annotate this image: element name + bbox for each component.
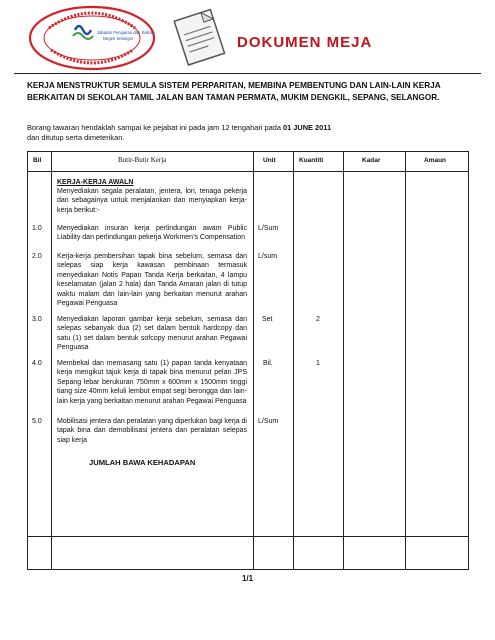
header-bil: Bil (33, 157, 42, 164)
intro-line1-prefix: Borang tawaran hendaklah sampai ke pejabat ini pada jam 12 tengahari pada (27, 123, 283, 132)
row-3-unit: Set (262, 316, 273, 323)
row-2-unit: L/sum (258, 253, 278, 260)
total-row-divider (27, 536, 468, 537)
row-1-bil: 1.0 (32, 225, 42, 232)
row-5-unit: L/Sum (258, 418, 279, 425)
row-5-desc: Mobilisasi jentera dan peralatan yang diperlukan bagi kerja di tapak bina dan demobilisasi jentera dan peralatan selepas siap kerja (57, 418, 247, 444)
header-kuantiti: Kuantiti (299, 157, 324, 164)
col-divider (405, 151, 406, 569)
row-4-unit: Bil. (263, 360, 273, 367)
row-3-bil: 3.0 (32, 316, 42, 323)
section-title: KERJA-KERJA AWALN (57, 179, 134, 186)
header-unit: Unit (263, 157, 276, 164)
svg-text:Negeri Selangor: Negeri Selangor (103, 36, 134, 41)
header-divider (14, 73, 481, 74)
document-icon (170, 6, 230, 66)
header-amaun: Amaun (424, 157, 447, 164)
intro-text (27, 123, 467, 142)
closing-date: 01 JUNE 2011 (282, 123, 332, 132)
row-4-bil: 4.0 (32, 360, 42, 367)
dokumen-meja-label: DOKUMEN MEJA (237, 34, 373, 51)
row-1-desc: Menyediakan insuran kerja perlindungan awam Public Liability dan perlindungan pekerja Workmen’s Compensation (57, 225, 247, 242)
row-3-qty: 2 (316, 316, 320, 323)
col-divider (343, 151, 344, 569)
row-5-bil: 5.0 (32, 418, 42, 425)
section-description: Menyediakan segala peralatan, jentera, lori, tenaga pekerja dan sebagainya untuk menjalankan dan menyiapkan kerja-kerja berikut:- (57, 188, 247, 214)
header-butir: Butir-Butir Kerja (118, 156, 167, 164)
header-kadar: Kadar (362, 157, 381, 164)
row-1-unit: L/Sum (258, 225, 279, 232)
row-3-desc: Menyediakan laporan gambar kerja sebelum, semasa dan selepas sebanyak dua (2) set dalam bentuk hardcopy dan satu (1) set dalam bentuk sofcopy menurut arahan Pegawai Penguasa (57, 316, 247, 352)
bill-of-quantities-table (27, 151, 468, 569)
row-2-desc: Kerja-kerja pembersihan tapak bina sebelum, semasa dan selepas siap kerja kawasan pembinaan termasuk menyediakan Notis Papan Tanda Kerja berkaitan, 4 lampu keselamatan (jalan 2 hala) dan Tanda Amaran jalan di tutup waktu malam dan lain-lain yang berkaitan menurut arahan Pegawai Penguasa (57, 253, 247, 308)
svg-text:Jabatan Pengairan dan Saliran: Jabatan Pengairan dan Saliran (97, 30, 155, 35)
total-label: JUMLAH BAWA KEHADAPAN (89, 458, 196, 467)
intro-line2: dan ditutup serta dimeterikan. (27, 132, 125, 142)
document-header (0, 0, 495, 80)
col-divider (253, 151, 254, 569)
row-4-desc: Membekal dan memasang satu (1) papan tanda kenyataan kerja mengikut tajuk kerja di tapak bina menurut pelan JPS Sepang lebar berukuran 750mm x 600mm x 1500mm tinggi tiang size 40mm keluli lembut empat segi berongga dan lain-lain kerja yang berkaitan menurut arahan Pegawai Penguasa (57, 360, 247, 405)
row-4-qty: 1 (316, 360, 320, 367)
col-divider (293, 151, 294, 569)
row-2-bil: 2.0 (32, 253, 42, 260)
header-row-divider (27, 171, 468, 172)
agency-seal-logo (27, 4, 157, 72)
document-title: KERJA MENSTRUKTUR SEMULA SISTEM PERPARITAN, MEMBINA PEMBENTUNG DAN LAIN-LAIN KERJA BERKAITAN DI SEKOLAH TAMIL JALAN BAN TAMAN PERMATA, MUKIM DENGKIL, SEPANG, SELANGOR. (27, 81, 441, 102)
page-number: 1/1 (241, 574, 254, 583)
